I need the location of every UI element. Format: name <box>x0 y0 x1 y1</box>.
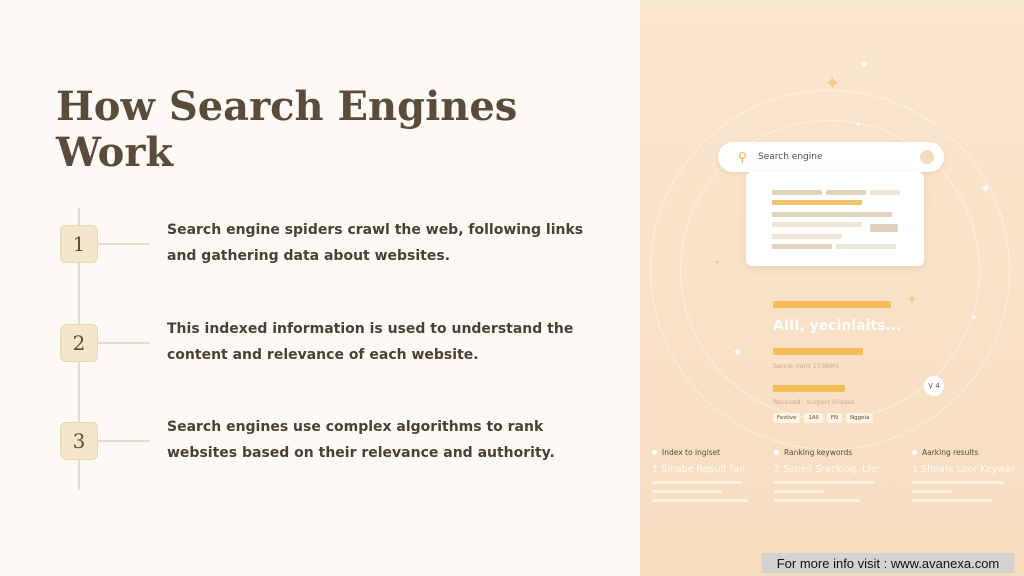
step-connector <box>98 440 150 442</box>
result-line <box>772 234 842 239</box>
sparkle-icon: ✦ <box>980 181 992 197</box>
sparkle-icon: ✦ <box>858 57 870 73</box>
text-line <box>912 490 952 493</box>
step-connector <box>98 342 150 344</box>
text-line <box>912 499 992 502</box>
tag: FN <box>827 413 842 423</box>
sparkle-icon: ✦ <box>906 292 918 308</box>
column-heading: Aarking results <box>922 448 979 457</box>
mic-icon <box>920 150 934 164</box>
text-line <box>652 481 742 484</box>
illustration-panel <box>640 0 1024 576</box>
result-subline: Recesed · surport bliases <box>773 398 855 406</box>
text-line <box>774 481 874 484</box>
info-column <box>774 448 884 502</box>
highlight-bar <box>773 385 845 392</box>
column-heading: Ranking keywords <box>784 448 853 457</box>
step-text: This indexed information is used to understand the content and relevance of each website. <box>167 321 574 363</box>
tag: 1All <box>804 413 822 423</box>
bullet-icon <box>652 450 657 455</box>
result-headline: AIII, yecinlaits... <box>773 318 902 334</box>
search-bar[interactable] <box>718 142 944 172</box>
step-number-badge: 1 <box>60 225 98 263</box>
search-placeholder: Search engine <box>758 152 823 162</box>
results-card <box>746 172 924 266</box>
slide-title: How Search Engines Work <box>56 83 518 176</box>
result-line <box>826 190 866 195</box>
text-line <box>774 499 860 502</box>
tag: Festive <box>773 413 800 423</box>
column-title: 1 Sinabe Repult fan <box>652 464 746 475</box>
bullet-icon <box>774 450 779 455</box>
result-line <box>836 244 896 249</box>
tag-list <box>773 413 873 423</box>
step-number-badge: 3 <box>60 422 98 460</box>
result-subline: Sarcie mort 1536MS <box>773 362 839 370</box>
sparkle-icon: ✦ <box>824 71 841 95</box>
step-connector <box>98 243 150 245</box>
info-column <box>652 448 762 502</box>
tag: Nggela <box>846 413 873 423</box>
sparkle-icon: ✦ <box>970 313 979 324</box>
highlight-bar <box>773 348 863 355</box>
result-line <box>772 212 892 217</box>
column-title: 1 Shnale Loor Keywar <box>912 464 1015 475</box>
result-line <box>772 200 862 205</box>
text-line <box>774 490 824 493</box>
sparkle-icon: ✦ <box>732 345 744 361</box>
sparkle-icon: ✦ <box>855 120 862 129</box>
text-line <box>652 499 748 502</box>
highlight-bar <box>773 301 891 308</box>
text-line <box>652 490 722 493</box>
step-text: Search engines use complex algorithms to rank websites based on their relevance and authority. <box>167 419 555 461</box>
text-line <box>912 481 1004 484</box>
column-title: 2 Sonell Srackiog, Lfer <box>774 464 881 475</box>
result-line <box>772 244 832 249</box>
footer-link[interactable]: For more info visit : www.avanexa.com <box>762 553 1014 573</box>
info-column <box>912 448 1022 502</box>
sparkle-icon: ✦ <box>714 258 721 267</box>
step-text: Search engine spiders crawl the web, following links and gathering data about websites. <box>167 222 584 264</box>
result-line <box>772 222 862 227</box>
search-icon: ⚲ <box>738 150 747 164</box>
step-number-badge: 2 <box>60 324 98 362</box>
result-line <box>870 224 898 232</box>
result-line <box>870 190 900 195</box>
result-line <box>772 190 822 195</box>
bullet-icon <box>912 450 917 455</box>
version-badge: V 4 <box>924 376 944 396</box>
column-heading: Index to ingiset <box>662 448 721 457</box>
